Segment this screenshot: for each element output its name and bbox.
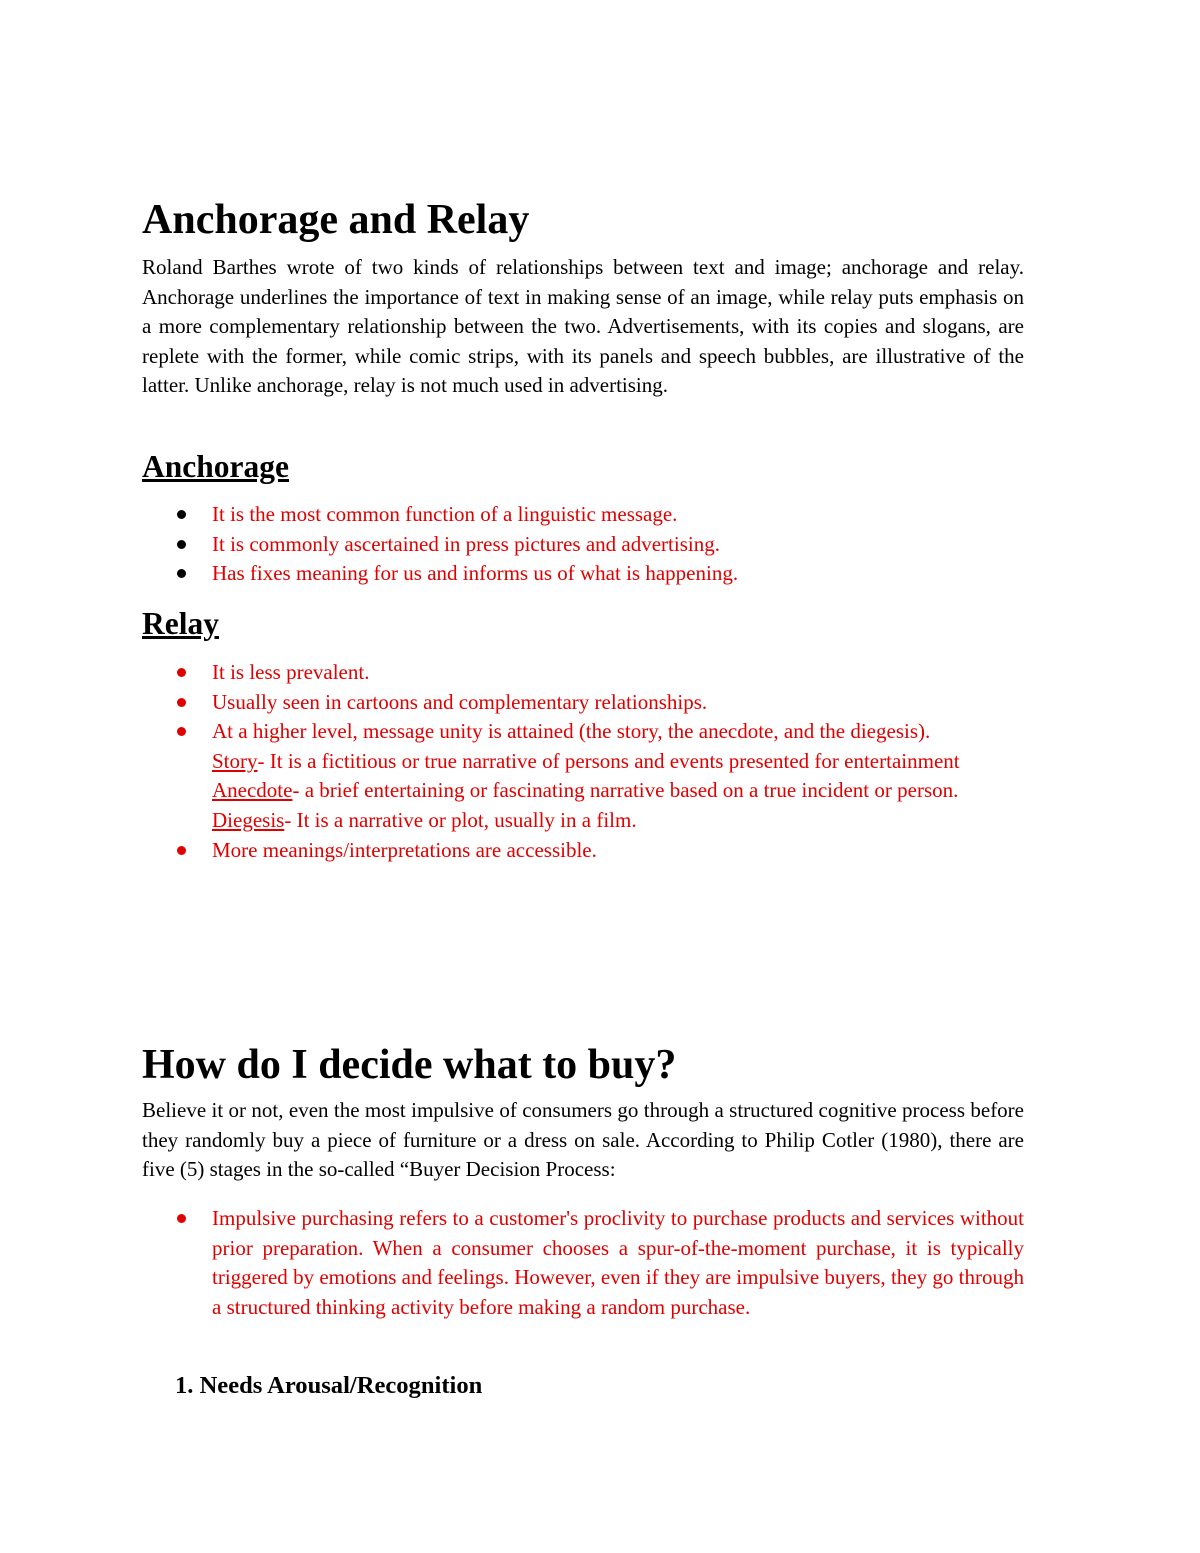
- list-item: [142, 658, 1024, 688]
- term-diegesis: Diegesis: [212, 807, 285, 832]
- list-item: [142, 1204, 1024, 1322]
- section-title-buyer-decision: How do I decide what to buy?: [142, 1042, 677, 1088]
- section-title-anchorage-relay: Anchorage and Relay: [142, 197, 530, 243]
- list-item-text: Usually seen in cartoons and complementary relationships.: [212, 689, 708, 714]
- bullet-icon: [177, 846, 186, 855]
- definition-story: [212, 747, 1024, 777]
- buyer-intro-paragraph: Believe it or not, even the most impulsive of consumers go through a structured cognitive process before they randomly buy a piece of furniture or a dress on sale. According to Philip Cotler (1980), there are five (5) stages in the so-called “Buyer Decision Process:: [142, 1098, 1024, 1182]
- bullet-icon: [177, 1214, 186, 1223]
- list-item-text: Has fixes meaning for us and informs us of what is happening.: [212, 561, 739, 586]
- list-item-text: More meanings/interpretations are accessible.: [212, 837, 597, 862]
- list-item: [142, 688, 1024, 718]
- relay-list: [142, 658, 1024, 865]
- definition-text: - It is a narrative or plot, usually in a film.: [284, 807, 637, 832]
- definition-text: - a brief entertaining or fascinating narrative based on a true incident or person.: [292, 778, 959, 803]
- anchorage-list: [142, 500, 1024, 589]
- list-item: [142, 717, 1024, 835]
- bullet-icon: [177, 698, 186, 707]
- relay-heading: Relay: [142, 606, 219, 641]
- list-item-text: It is less prevalent.: [212, 660, 370, 684]
- anchorage-heading: Anchorage: [142, 449, 289, 484]
- bullet-icon: [177, 569, 186, 578]
- term-anecdote: Anecdote: [212, 778, 293, 803]
- bullet-icon: [177, 727, 186, 736]
- step-needs-arousal: 1. Needs Arousal/Recognition: [175, 1372, 483, 1399]
- list-item-text: Impulsive purchasing refers to a customer's proclivity to purchase products and services without prior preparation. When a consumer chooses a spur-of-the-moment purchase, it is typically triggered by emotions and feelings. However, even if they are impulsive buyers, they go through a structured thinking activity before making a random purchase.: [212, 1206, 1024, 1319]
- definition-anecdote: [212, 776, 1024, 806]
- list-item: [142, 559, 1024, 589]
- bullet-icon: [177, 668, 186, 677]
- definition-text: - It is a fictitious or true narrative of persons and events presented for entertainment: [257, 748, 960, 773]
- term-story: Story: [212, 748, 258, 773]
- impulsive-list: [142, 1204, 1024, 1322]
- list-item: [142, 836, 1024, 866]
- definition-diegesis: [212, 806, 1024, 836]
- list-item: [142, 500, 1024, 530]
- bullet-icon: [177, 540, 186, 549]
- list-item-text: It is the most common function of a linguistic message.: [212, 502, 678, 526]
- list-item-text: It is commonly ascertained in press pictures and advertising.: [212, 531, 720, 556]
- list-item-text: At a higher level, message unity is attained (the story, the anecdote, and the diegesis).: [212, 719, 931, 744]
- bullet-icon: [177, 510, 186, 519]
- list-item: [142, 530, 1024, 560]
- intro-paragraph: Roland Barthes wrote of two kinds of relationships between text and image; anchorage and relay. Anchorage underlines the importance of text in making sense of an image, while relay puts emphasis on a more complementary relationship between the two. Advertisements, with its copies and slogans, are replete with the former, while comic strips, with its panels and speech bubbles, are illustrative of the latter. Unlike anchorage, relay is not much used in advertising.: [142, 255, 1024, 398]
